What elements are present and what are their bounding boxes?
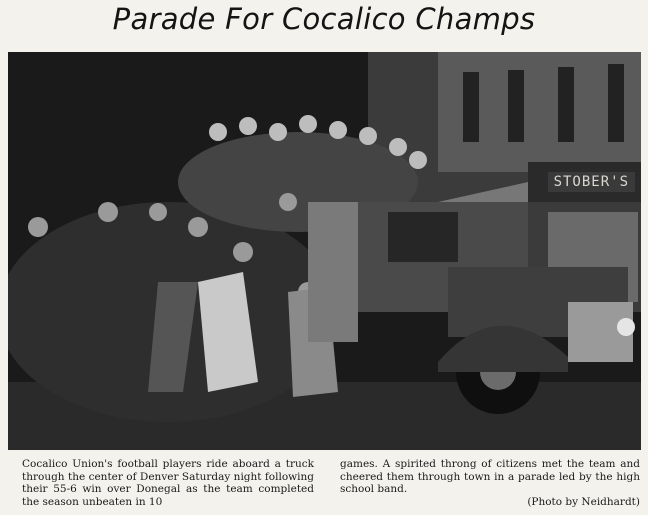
news-photo <box>8 52 641 450</box>
caption-column-2-text: games. A spirited throng of citizens met the team and cheered them through town in a parade led by the high school band. <box>340 458 640 495</box>
headline: Parade For Cocalico Champs <box>112 2 536 36</box>
caption-column-1: Cocalico Union's football players ride aboard a truck through the center of Denver Saturday night following their 55-6 win over Donegal as the team completed the season unbeaten in 10 <box>22 458 314 508</box>
storefront-sign: STOBER'S <box>548 172 635 192</box>
caption-column-2 <box>340 458 640 508</box>
photo-credit: (Photo by Neidhardt) <box>527 495 640 508</box>
photo-illustration <box>8 52 641 450</box>
